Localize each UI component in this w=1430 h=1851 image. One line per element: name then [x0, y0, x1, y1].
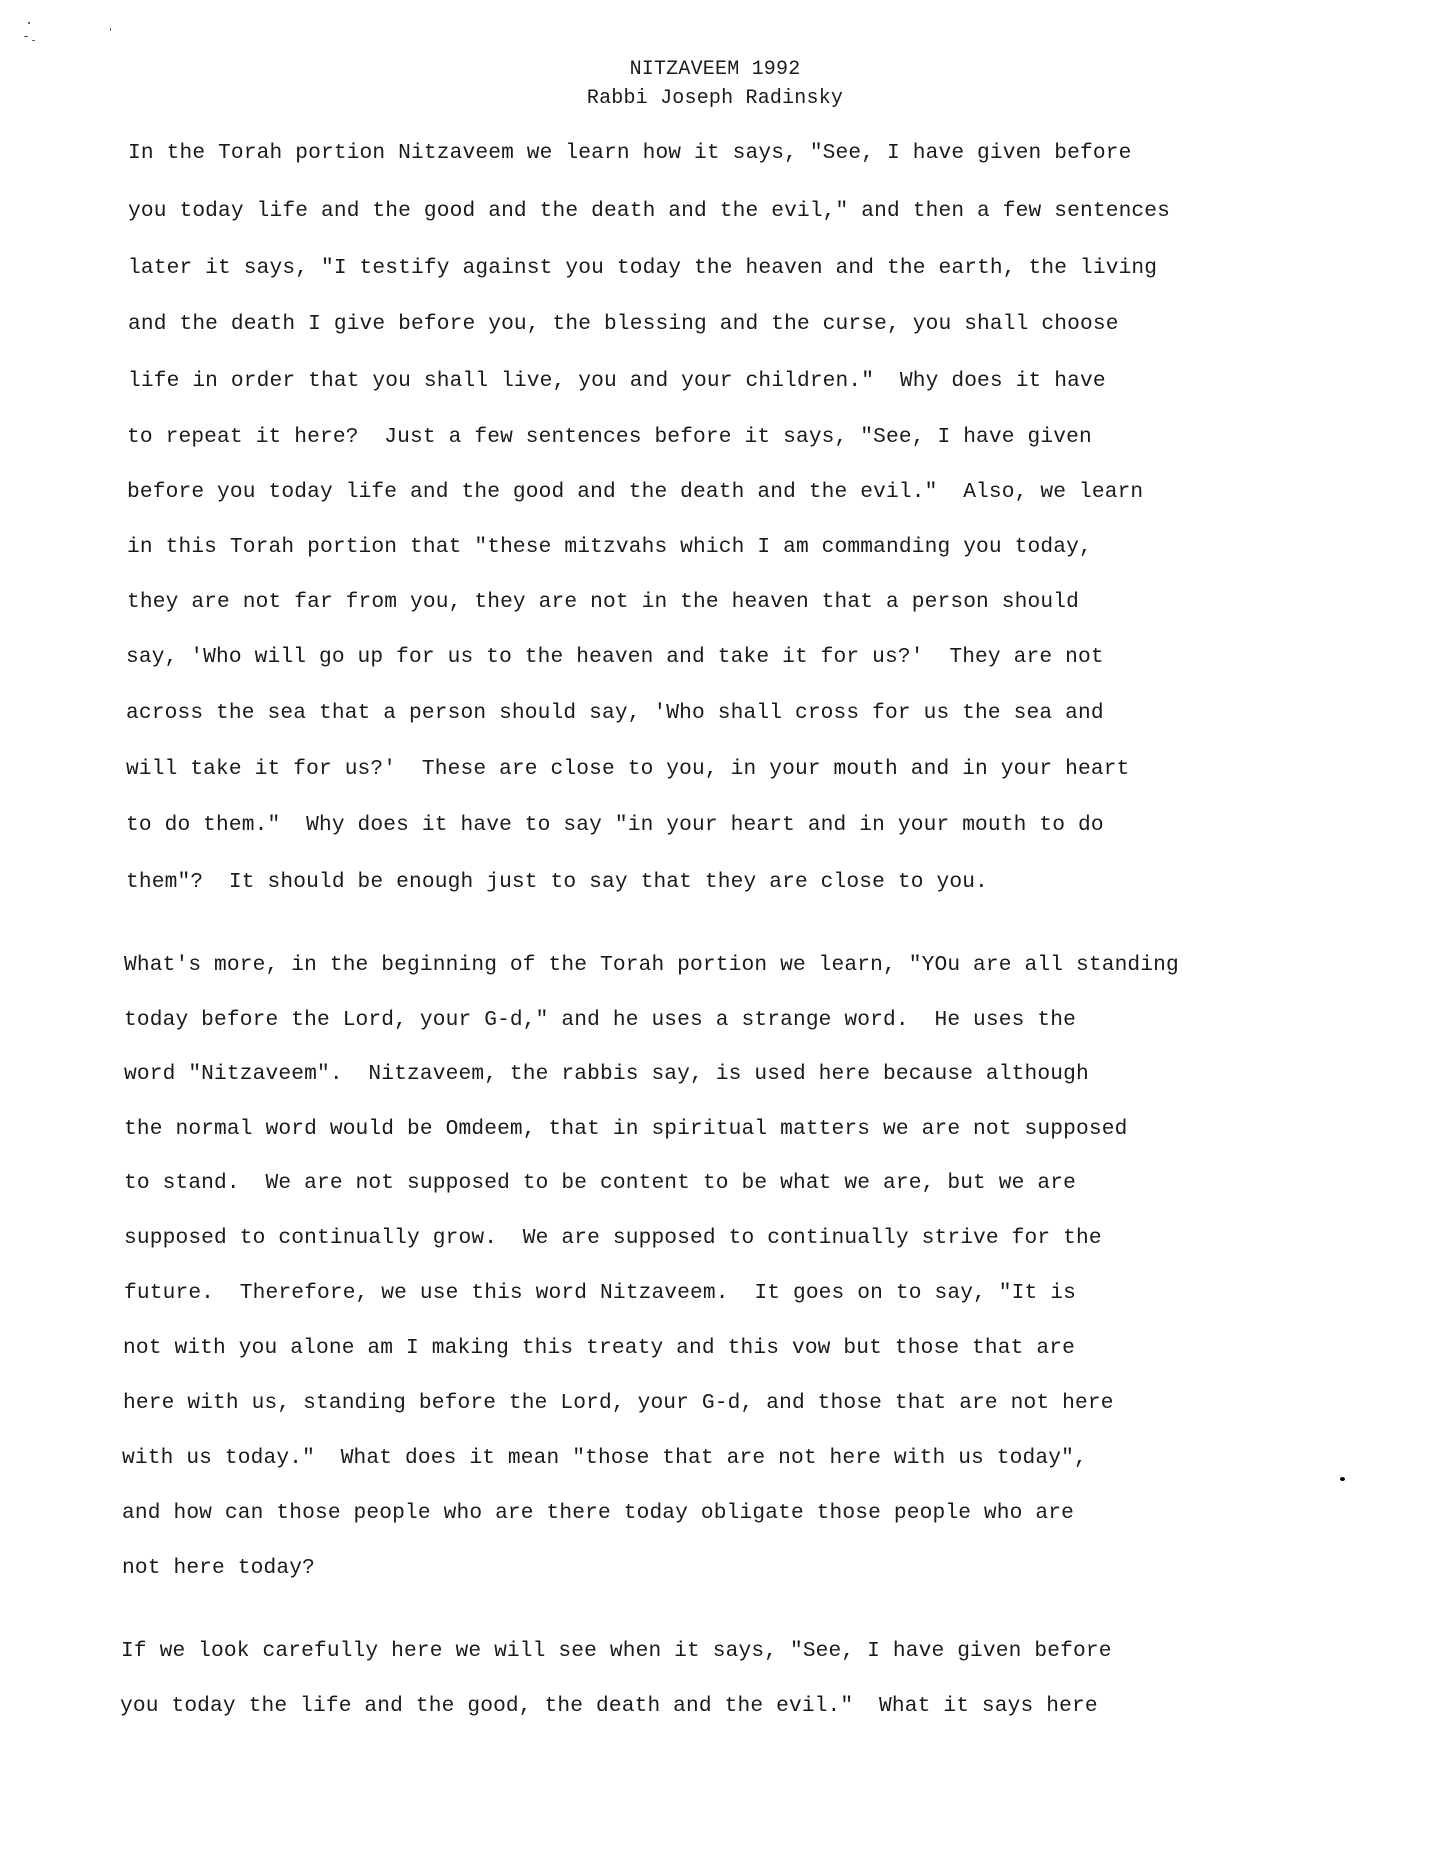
- text-line: them"? It should be enough just to say that they are close to you.: [126, 870, 988, 894]
- text-line: word "Nitzaveem". Nitzaveem, the rabbis say, is used here because although: [124, 1062, 1089, 1086]
- text-line: you today the life and the good, the death and the evil." What it says here: [120, 1694, 1098, 1718]
- text-line: will take it for us?' These are close to you, in your mouth and in your heart: [126, 757, 1130, 781]
- text-line: not with you alone am I making this treaty and this vow but those that are: [123, 1336, 1075, 1360]
- text-line: in this Torah portion that "these mitzvahs which I am commanding you today,: [127, 535, 1092, 559]
- text-line: say, 'Who will go up for us to the heaven and take it for us?' They are not: [126, 645, 1104, 669]
- scan-artifact: [28, 22, 30, 24]
- text-line: What's more, in the beginning of the Torah portion we learn, "YOu are all standing: [124, 953, 1179, 977]
- text-line: to repeat it here? Just a few sentences before it says, "See, I have given: [127, 425, 1092, 449]
- scan-artifact: [1340, 1477, 1345, 1481]
- text-line: later it says, "I testify against you today the heaven and the earth, the living: [128, 256, 1158, 280]
- text-line: before you today life and the good and the death and the evil." Also, we learn: [127, 480, 1144, 504]
- text-line: future. Therefore, we use this word Nitzaveem. It goes on to say, "It is: [124, 1281, 1076, 1305]
- text-line: and how can those people who are there today obligate those people who are: [122, 1501, 1074, 1525]
- document-author: Rabbi Joseph Radinsky: [586, 87, 844, 110]
- text-line: and the death I give before you, the blessing and the curse, you shall choose: [128, 312, 1119, 336]
- text-line: across the sea that a person should say, 'Who shall cross for us the sea and: [126, 701, 1104, 725]
- text-line: with us today." What does it mean "those that are not here with us today",: [122, 1446, 1087, 1470]
- scan-artifact: [110, 28, 111, 31]
- text-line: to do them." Why does it have to say "in your heart and in your mouth to do: [126, 813, 1104, 837]
- text-line: In the Torah portion Nitzaveem we learn how it says, "See, I have given before: [128, 141, 1132, 165]
- text-line: supposed to continually grow. We are supposed to continually strive for the: [124, 1226, 1102, 1250]
- text-line: you today life and the good and the death and the evil," and then a few sentences: [128, 199, 1171, 223]
- text-line: the normal word would be Omdeem, that in spiritual matters we are not supposed: [124, 1117, 1128, 1141]
- document-title: NITZAVEEM 1992: [629, 58, 801, 81]
- text-line: today before the Lord, your G-d," and he uses a strange word. He uses the: [124, 1008, 1076, 1032]
- scan-artifact: [24, 36, 28, 37]
- scan-artifact: [32, 40, 35, 41]
- text-line: here with us, standing before the Lord, your G-d, and those that are not here: [123, 1391, 1114, 1415]
- text-line: not here today?: [122, 1556, 315, 1580]
- text-line: life in order that you shall live, you and your children." Why does it have: [128, 369, 1106, 393]
- text-line: they are not far from you, they are not in the heaven that a person should: [127, 590, 1079, 614]
- text-line: If we look carefully here we will see when it says, "See, I have given before: [121, 1639, 1112, 1663]
- text-line: to stand. We are not supposed to be content to be what we are, but we are: [124, 1171, 1076, 1195]
